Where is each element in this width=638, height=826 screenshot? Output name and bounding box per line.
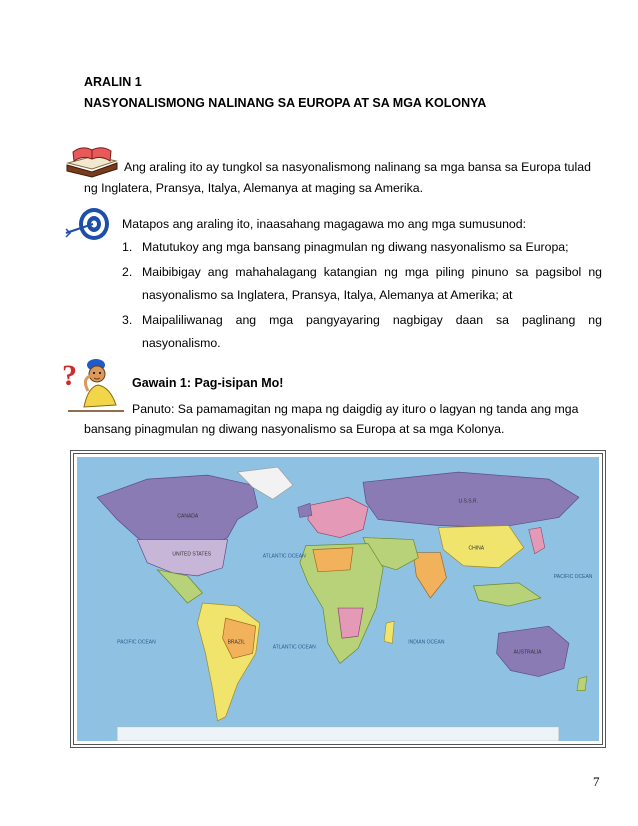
lesson-label: ARALIN 1	[84, 75, 142, 89]
lesson-title: NASYONALISMONG NALINANG SA EUROPA AT SA MGA KOLONYA	[84, 96, 487, 110]
objective-text-continued: nasyonalismo sa Inglatera, Pransya, Italya, Alemanya at Amerika; at	[142, 288, 513, 302]
activity-instructions-line-2: bansang pinagmulan ng diwang nasyonalismo sa Europa at sa mga Kolonya.	[84, 422, 505, 436]
objective-text: Maipaliliwanag ang mga pangyayaring nagbigay daan sa paglinang ng	[142, 313, 602, 327]
objective-item-3	[122, 310, 602, 331]
world-map	[70, 450, 606, 748]
label-pacific-ocean-right: PACIFIC OCEAN	[553, 573, 593, 580]
map-image	[77, 457, 599, 741]
svg-text:?: ?	[62, 359, 77, 392]
label-ussr: U.S.S.R.	[458, 498, 478, 505]
label-china: CHINA	[468, 545, 485, 552]
intro-line-2: ng Inglatera, Pransya, Italya, Alemanya at maging sa Amerika.	[84, 181, 424, 195]
objective-number: 2.	[122, 265, 133, 279]
label-united-states: UNITED STATES	[172, 551, 212, 558]
activity-title: Gawain 1: Pag-isipan Mo!	[132, 376, 284, 390]
thinking-character-icon	[58, 357, 130, 415]
page-number: 7	[593, 774, 600, 789]
book-icon	[64, 142, 120, 178]
objective-text-continued: nasyonalismo.	[142, 336, 221, 350]
region-antarctica	[117, 727, 559, 741]
activity-instructions-line-1: Panuto: Sa pamamagitan ng mapa ng daigdig ay ituro o lagyan ng tanda ang mga	[132, 402, 579, 416]
label-indian-ocean: INDIAN OCEAN	[408, 639, 445, 646]
label-canada: CANADA	[177, 513, 199, 520]
objective-text: Maibibigay ang mahahalagang katangian ng mga piling pinuno sa pagsibol ng	[142, 265, 602, 279]
objective-number: 3.	[122, 313, 133, 327]
label-pacific-ocean-left: PACIFIC OCEAN	[117, 639, 156, 646]
objective-text: Matutukoy ang mga bansang pinagmulan ng diwang nasyonalismo sa Europa;	[142, 240, 569, 254]
label-atlantic-ocean-north: ATLANTIC OCEAN	[262, 553, 306, 560]
label-brazil: BRAZIL	[227, 639, 246, 646]
target-icon	[62, 207, 114, 243]
objective-number: 1.	[122, 240, 133, 254]
objectives-lead: Matapos ang araling ito, inaasahang magagawa mo ang mga sumusunod:	[122, 217, 527, 231]
objective-item-1	[122, 237, 602, 258]
region-north-africa	[313, 548, 353, 572]
intro-line-1: Ang araling ito ay tungkol sa nasyonalismong nalinang sa mga bansa sa Europa tulad	[124, 160, 591, 174]
label-atlantic-ocean-south: ATLANTIC OCEAN	[272, 644, 316, 651]
objective-item-2	[122, 262, 602, 283]
label-australia: AUSTRALIA	[513, 649, 542, 656]
